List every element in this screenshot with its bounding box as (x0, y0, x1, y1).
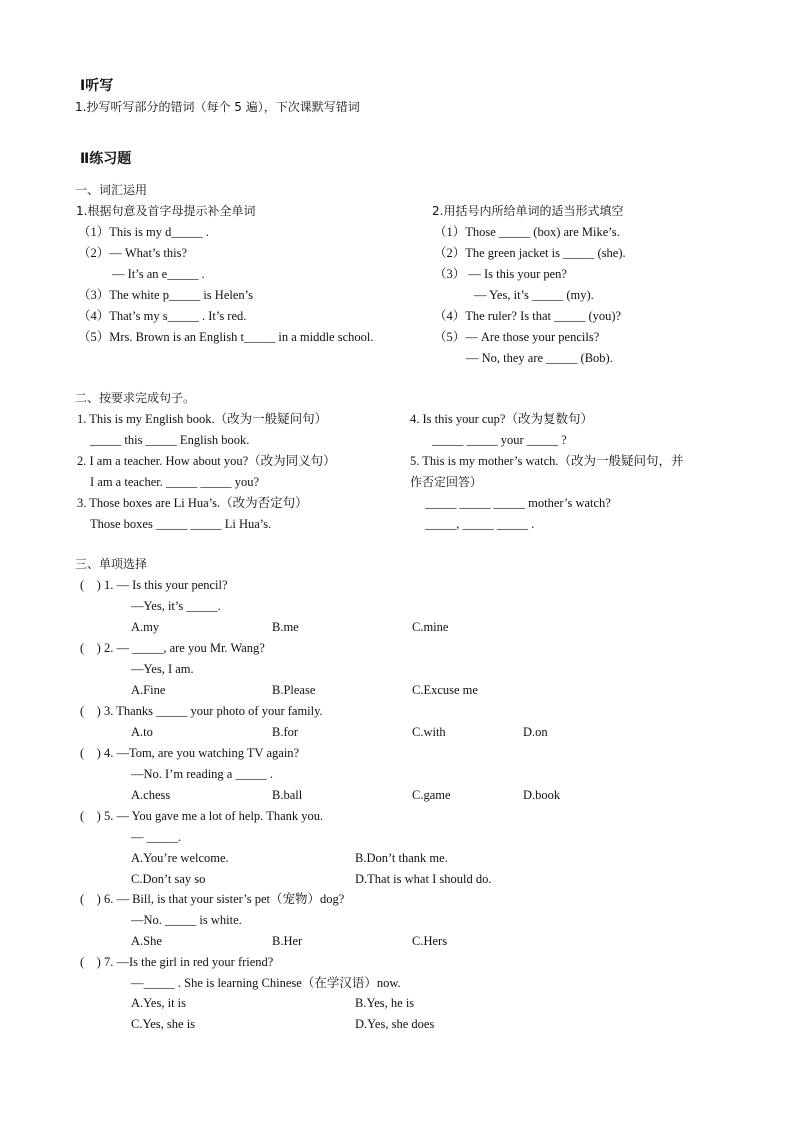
option: A.She (131, 934, 162, 948)
option: B.Please (272, 683, 316, 697)
option: D.Yes, she does (355, 1017, 435, 1031)
sec2-right-line: 5. This is my mother’s watch.（改为一般疑问句，并 (410, 454, 684, 468)
sec1-right-title: 2.用括号内所给单词的适当形式填空 (432, 204, 624, 218)
option: C.Hers (412, 934, 448, 948)
option: B.for (272, 725, 299, 739)
option: C.Excuse me (412, 683, 478, 697)
option: C.game (412, 788, 451, 802)
option: C.Yes, she is (131, 1017, 196, 1031)
sec1-left-line: （3）The white p_____ is Helen’s (78, 288, 253, 302)
option: A.my (131, 620, 160, 634)
sec2-right-line: 作否定回答） (410, 475, 483, 489)
sec2-right-line: 4. Is this your cup?（改为复数句） (410, 412, 593, 426)
sec1-left-line: （1）This is my d_____ . (78, 225, 209, 239)
sec1-right-line: （4）The ruler? Is that _____ (you)? (434, 309, 622, 323)
sec1-right-line: （5）— Are those your pencils? (434, 330, 600, 344)
sec2-right-line: _____ _____ your _____ ? (432, 433, 567, 447)
question-stem: ( ) 1. — Is this your pencil? (80, 578, 228, 592)
sec2-right-line: _____ _____ _____ mother’s watch? (425, 496, 611, 510)
part1-instruction: 1.抄写听写部分的错词（每个 5 遍），下次课默写错词 (75, 100, 360, 114)
option: A.chess (131, 788, 171, 802)
option: D.That is what I should do. (355, 872, 492, 886)
question-sub: —No. _____ is white. (131, 913, 242, 927)
option: B.me (272, 620, 299, 634)
question-sub: — _____. (131, 830, 181, 844)
option: B.Don’t thank me. (355, 851, 448, 865)
question-sub: —No. I’m reading a _____ . (131, 767, 273, 781)
option: C.mine (412, 620, 449, 634)
option: C.Don’t say so (131, 872, 206, 886)
sec2-left-line: _____ this _____ English book. (90, 433, 250, 447)
sec1-left-title: 1.根据句意及首字母提示补全单词 (76, 204, 256, 218)
sec1-title: 一、词汇运用 (75, 183, 148, 197)
sec2-left-line: Those boxes _____ _____ Li Hua’s. (90, 517, 272, 531)
part2-heading: Ⅱ练习题 (80, 151, 132, 167)
option: D.on (523, 725, 548, 739)
question-sub: —Yes, it’s _____. (131, 599, 221, 613)
option: A.Yes, it is (131, 996, 186, 1010)
sec1-right-line: — No, they are _____ (Bob). (466, 351, 613, 365)
question-sub: —Yes, I am. (131, 662, 194, 676)
option: B.ball (272, 788, 303, 802)
sec2-title: 二、按要求完成句子。 (75, 391, 196, 405)
question-stem: ( ) 3. Thanks _____ your photo of your family. (80, 704, 323, 718)
sec1-right-line: — Yes, it’s _____ (my). (474, 288, 594, 302)
sec2-left-line: 2. I am a teacher. How about you?（改为同义句） (77, 454, 336, 468)
option: A.You’re welcome. (131, 851, 229, 865)
sec1-right-line: （2）The green jacket is _____ (she). (434, 246, 626, 260)
sec1-left-line: （4）That’s my s_____ . It’s red. (78, 309, 247, 323)
question-stem: ( ) 2. — _____, are you Mr. Wang? (80, 641, 265, 655)
sec1-right-line: （3） — Is this your pen? (434, 267, 567, 281)
sec2-left-line: 3. Those boxes are Li Hua’s.（改为否定句） (77, 496, 308, 510)
question-stem: ( ) 6. — Bill, is that your sister’s pet（宠物）dog? (80, 892, 345, 906)
sec1-left-line: — It’s an e_____ . (112, 267, 205, 281)
option: B.Yes, he is (355, 996, 415, 1010)
option: C.with (412, 725, 446, 739)
part1-heading: Ⅰ听写 (80, 78, 114, 94)
question-stem: ( ) 4. —Tom, are you watching TV again? (80, 746, 300, 760)
option: A.Fine (131, 683, 166, 697)
option: A.to (131, 725, 153, 739)
sec3-title: 三、单项选择 (75, 557, 148, 571)
sec2-left-line: 1. This is my English book.（改为一般疑问句） (77, 412, 328, 426)
sec2-left-line: I am a teacher. _____ _____ you? (90, 475, 260, 489)
sec2-right-line: _____, _____ _____ . (425, 517, 535, 531)
question-stem: ( ) 5. — You gave me a lot of help. Thank you. (80, 809, 324, 823)
question-sub: —_____ . She is learning Chinese（在学汉语）now. (131, 976, 401, 990)
option: B.Her (272, 934, 303, 948)
option: D.book (523, 788, 561, 802)
sec1-left-line: （2）— What’s this? (78, 246, 188, 260)
question-stem: ( ) 7. —Is the girl in red your friend? (80, 955, 274, 969)
sec1-left-line: （5）Mrs. Brown is an English t_____ in a middle school. (78, 330, 374, 344)
sec1-right-line: （1）Those _____ (box) are Mike’s. (434, 225, 620, 239)
